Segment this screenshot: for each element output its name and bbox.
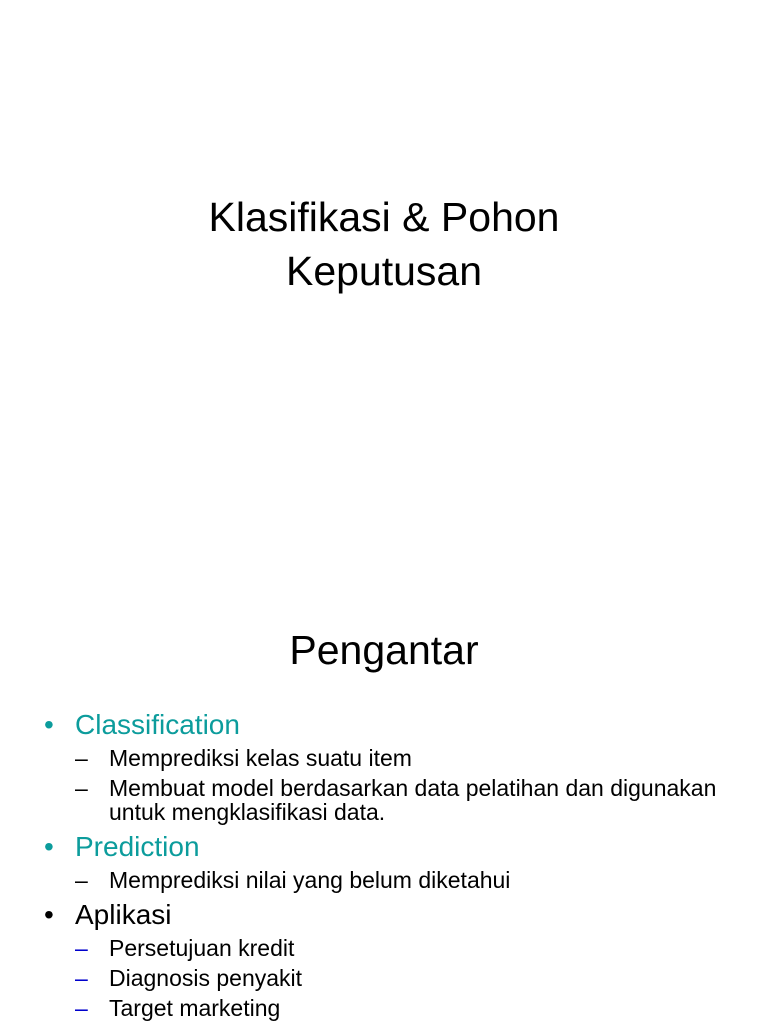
sub-list	[75, 868, 744, 892]
sub-item	[75, 966, 744, 990]
sub-text: Target marketing	[109, 995, 281, 1021]
sub-marker: –	[75, 995, 88, 1021]
bullet-marker: •	[44, 899, 54, 930]
sub-text: Membuat model berdasarkan data pelatihan dan digunakan untuk mengklasifikasi data.	[109, 775, 717, 825]
bullet-aplikasi	[44, 898, 744, 1020]
bullet-prediction	[44, 830, 744, 892]
sub-item	[75, 996, 744, 1020]
bullet-classification	[44, 708, 744, 824]
sub-marker: –	[75, 867, 88, 893]
sub-text: Persetujuan kredit	[109, 935, 295, 961]
sub-marker: –	[75, 775, 88, 801]
slide-1-title-line-1: Klasifikasi & Pohon	[208, 194, 560, 240]
sub-text: Memprediksi kelas suatu item	[109, 745, 412, 771]
sub-item	[75, 746, 744, 770]
sub-item	[75, 868, 744, 892]
sub-item	[75, 776, 744, 824]
sub-text: Diagnosis penyakit	[109, 965, 303, 991]
sub-item	[75, 936, 744, 960]
slide-pengantar	[0, 576, 768, 1024]
sub-list	[75, 746, 744, 824]
sub-text: Memprediksi nilai yang belum diketahui	[109, 867, 511, 893]
sub-list	[75, 936, 744, 1020]
sub-marker: –	[75, 935, 88, 961]
sub-marker: –	[75, 965, 88, 991]
slide-1-title-line-2: Keputusan	[285, 248, 483, 294]
bullet-marker: •	[44, 709, 54, 740]
slide-1-title	[0, 190, 768, 298]
sub-marker: –	[75, 745, 88, 771]
bullet-text: Classification	[75, 709, 240, 740]
bullet-text: Prediction	[75, 831, 200, 862]
slide-2-title: Pengantar	[289, 627, 479, 673]
bullet-marker: •	[44, 831, 54, 862]
bullet-list	[44, 708, 744, 1024]
bullet-text: Aplikasi	[75, 899, 172, 930]
